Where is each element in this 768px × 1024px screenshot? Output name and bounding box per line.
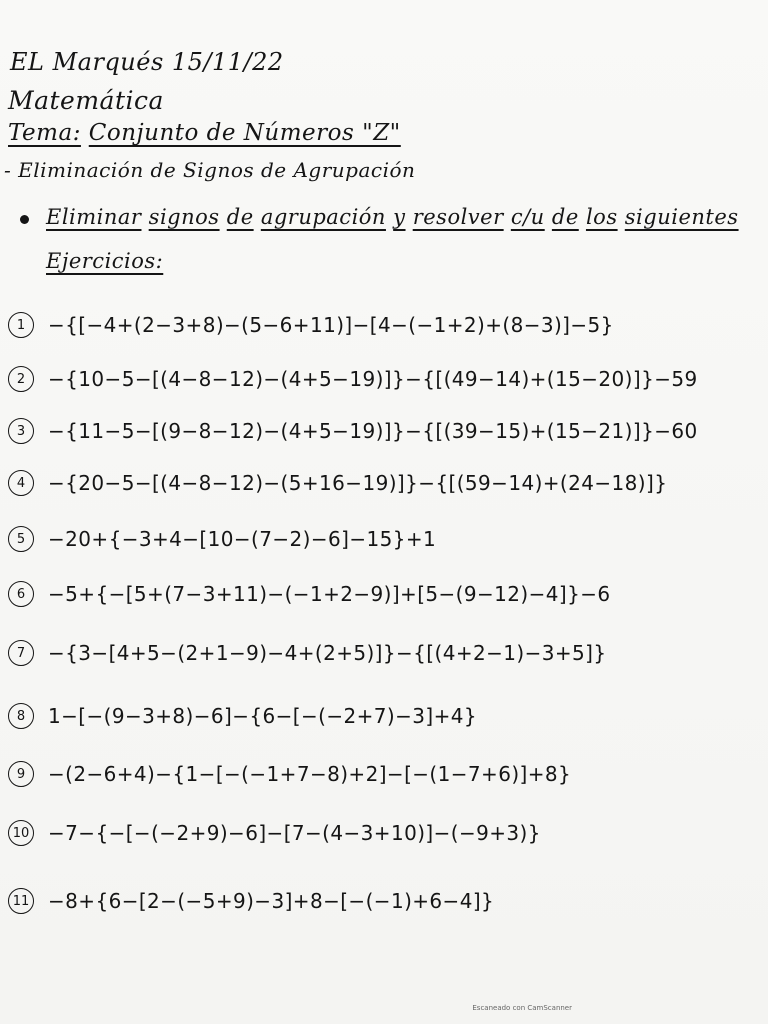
exercise-number: 1: [8, 312, 34, 338]
exercise-expression: −{[−4+(2−3+8)−(5−6+11)]−[4−(−1+2)+(8−3)]−5}: [48, 313, 614, 337]
exercise-5: [8, 526, 436, 552]
header-subtopic: - Eliminación de Signos de Agrupación: [4, 158, 416, 182]
instruction-word: y: [393, 205, 406, 229]
exercise-number: 10: [8, 820, 34, 846]
instruction-word: de: [551, 205, 579, 229]
instruction-word: Eliminar: [46, 205, 142, 229]
exercise-number: 7: [8, 640, 34, 666]
exercise-expression: −7−{−[−(−2+9)−6]−[7−(4−3+10)]−(−9+3)}: [48, 821, 541, 845]
exercise-expression: 1−[−(9−3+8)−6]−{6−[−(−2+7)−3]+4}: [48, 704, 478, 728]
exercise-9: [8, 761, 571, 787]
topic-label: Tema:: [8, 120, 81, 146]
instruction-word: los: [585, 205, 618, 229]
exercise-number: 9: [8, 761, 34, 787]
exercise-expression: −{10−5−[(4−8−12)−(4+5−19)]}−{[(49−14)+(15−20)]}−59: [48, 367, 698, 391]
exercise-number: 11: [8, 888, 34, 914]
instruction-word: resolver: [412, 205, 504, 229]
exercise-expression: −{11−5−[(9−8−12)−(4+5−19)]}−{[(39−15)+(15−21)]}−60: [48, 419, 698, 443]
bullet-dot: [20, 215, 29, 224]
exercise-6: [8, 581, 611, 607]
exercise-number: 3: [8, 418, 34, 444]
exercise-3: [8, 418, 698, 444]
exercise-expression: −{3−[4+5−(2+1−9)−4+(2+5)]}−{[(4+2−1)−3+5]}: [48, 641, 607, 665]
exercise-7: [8, 640, 606, 666]
scanner-watermark: Escaneado con CamScanner: [472, 1004, 572, 1012]
exercise-number: 5: [8, 526, 34, 552]
exercise-expression: −20+{−3+4−[10−(7−2)−6]−15}+1: [48, 527, 437, 551]
instruction-word: c/u: [510, 205, 545, 229]
topic-title: Conjunto de Números "Z": [88, 120, 401, 146]
header-name-date: EL Marqués 15/11/22: [10, 48, 284, 76]
instruction-word: agrupación: [260, 205, 386, 229]
exercise-number: 2: [8, 366, 34, 392]
exercise-number: 8: [8, 703, 34, 729]
instruction-word: siguientes: [624, 205, 739, 229]
exercise-number: 6: [8, 581, 34, 607]
exercise-expression: −{20−5−[(4−8−12)−(5+16−19)]}−{[(59−14)+(24−18)]}: [48, 471, 668, 495]
instruction-word: signos: [148, 205, 220, 229]
instruction-line-2: Ejercicios:: [46, 249, 164, 273]
exercise-expression: −5+{−[5+(7−3+11)−(−1+2−9)]+[5−(9−12)−4]}−6: [48, 582, 611, 606]
instruction-line-1: [46, 205, 739, 229]
exercise-10: [8, 820, 541, 846]
exercise-2: [8, 366, 698, 392]
exercise-11: [8, 888, 494, 914]
header-topic: [8, 120, 401, 146]
exercise-8: [8, 703, 477, 729]
exercise-4: [8, 470, 667, 496]
instruction-word: de: [226, 205, 254, 229]
exercise-number: 4: [8, 470, 34, 496]
exercise-expression: −(2−6+4)−{1−[−(−1+7−8)+2]−[−(1−7+6)]+8}: [48, 762, 572, 786]
header-subject: Matemática: [8, 86, 164, 115]
exercise-1: [8, 312, 614, 338]
exercise-expression: −8+{6−[2−(−5+9)−3]+8−[−(−1)+6−4]}: [48, 889, 495, 913]
